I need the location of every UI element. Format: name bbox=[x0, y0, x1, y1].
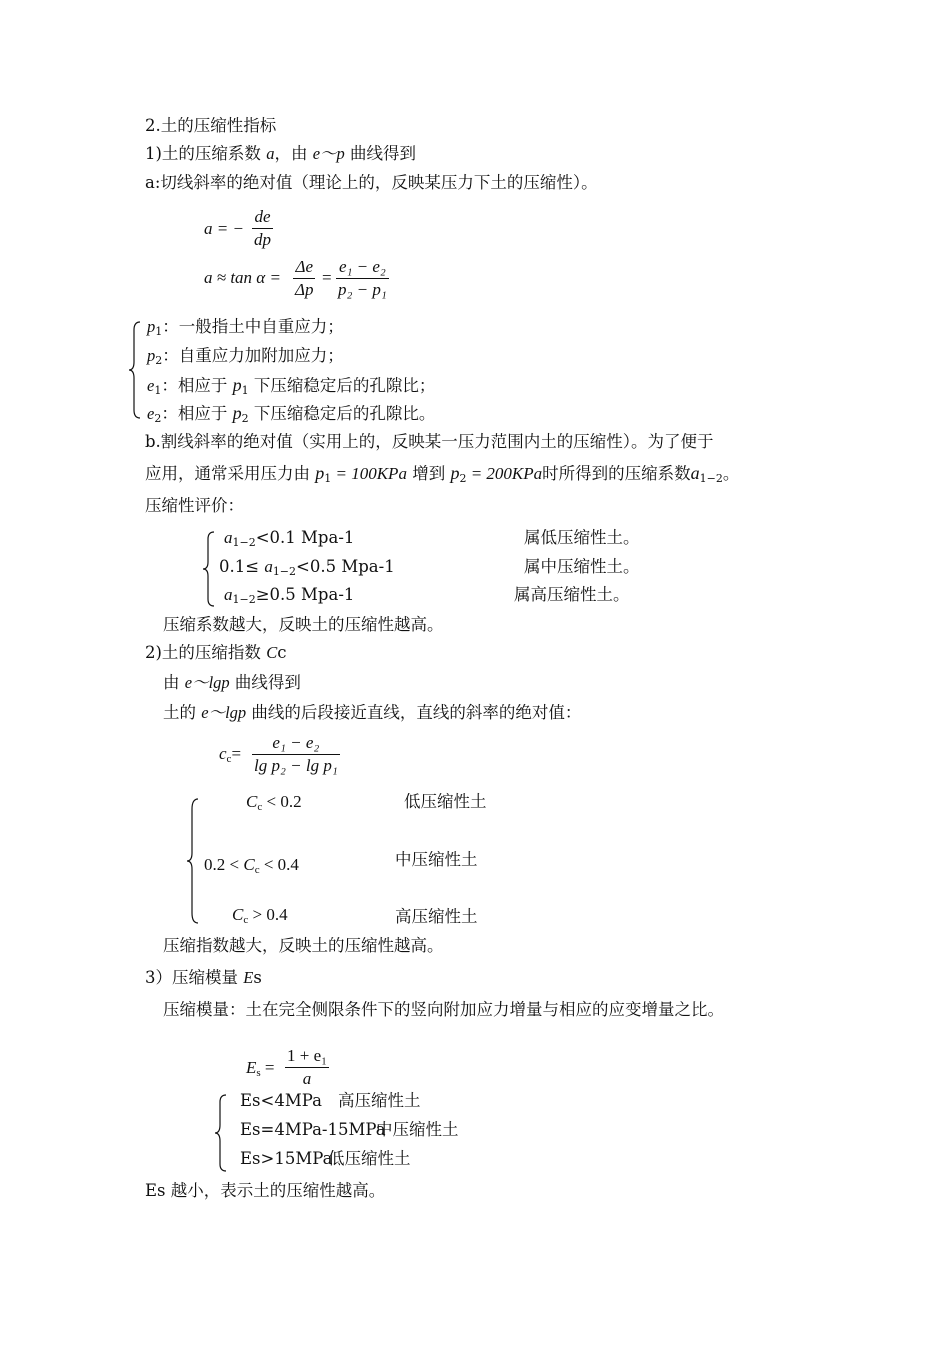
formula-approx-lhs: a ≈ tan α = bbox=[204, 268, 281, 287]
subsection-1-title: 1)土的压缩系数 a，由 e～p 曲线得到 bbox=[145, 144, 417, 163]
fraction-numerator: Δe bbox=[295, 257, 313, 276]
def-e2: $e_2$：相应于 $p_2$ 下压缩稳定后的孔隙比。 bbox=[147, 403, 436, 425]
formula-cc-frac bbox=[252, 732, 340, 777]
cc-eval-mid-class: 中压缩性土 bbox=[395, 850, 478, 869]
es-eval-high-class: 低压缩性土 bbox=[328, 1149, 411, 1168]
fraction-denominator: p₂ − p₁ bbox=[338, 280, 387, 299]
def-p1: $p_1$：一般指土中自重应力； bbox=[147, 317, 344, 338]
sec3-conclusion: Es 越小，表示土的压缩性越高。 bbox=[145, 1181, 386, 1200]
formula-a-lhs: a = − bbox=[204, 219, 244, 238]
fraction-numerator: e₁ − e₂ bbox=[272, 733, 320, 752]
formula-delta-frac bbox=[293, 256, 315, 301]
b-definition-line2: 应用，通常采用压力由 $p_1 = 100KPa$ 增到 $p_2 = 200KPa$时所得到的压缩系数$a_{1-2}$。 bbox=[145, 463, 740, 485]
sec2-from: 由 e～lgp 曲线得到 bbox=[163, 673, 301, 692]
left-brace bbox=[214, 1093, 228, 1173]
fraction-numerator: 1 + e₁ bbox=[287, 1046, 328, 1065]
left-brace bbox=[186, 797, 200, 925]
def-e1: $e_1$：相应于 $p_1$ 下压缩稳定后的孔隙比； bbox=[147, 375, 436, 397]
left-brace bbox=[128, 320, 142, 420]
sec2-conclusion: 压缩指数越大，反映土的压缩性越高。 bbox=[163, 936, 444, 955]
formula-cc-lhs: $c_c=$ bbox=[219, 744, 242, 765]
cc-eval-low-cond: $C_c < 0.2$ bbox=[246, 792, 302, 813]
eval-mid-class: 属中压缩性土。 bbox=[524, 557, 640, 576]
fraction-denominator: Δp bbox=[295, 280, 314, 299]
fraction-numerator: de bbox=[254, 207, 271, 226]
es-eval-low-class: 高压缩性土 bbox=[338, 1091, 421, 1110]
eval-mid-cond: $0.1\le a_{1-2}<0.5$ Mpa-1 bbox=[219, 557, 395, 578]
formula-de-dp bbox=[252, 206, 273, 251]
fraction-denominator: lg p₂ − lg p₁ bbox=[254, 756, 338, 775]
sec3-desc: 压缩模量：土在完全侧限条件下的竖向附加应力增量与相应的应变增量之比。 bbox=[163, 1000, 724, 1019]
es-eval-high-cond: Es>15MPa bbox=[240, 1149, 333, 1168]
es-eval-low-cond: Es<4MPa bbox=[240, 1091, 322, 1110]
eval-high-class: 属高压缩性土。 bbox=[514, 585, 630, 604]
formula-es-lhs: $E_s$ = bbox=[246, 1058, 275, 1079]
eval-low-cond: $a_{1-2}<0.1$ Mpa-1 bbox=[224, 528, 355, 549]
es-eval-mid-cond: Es=4MPa-15MPa bbox=[240, 1120, 386, 1139]
b-definition-line1: b.割线斜率的绝对值（实用上的，反映某一压力范围内土的压缩性）。为了便于 bbox=[145, 432, 714, 451]
cc-eval-high-class: 高压缩性土 bbox=[395, 907, 478, 926]
a-definition: a:切线斜率的绝对值（理论上的，反映某压力下土的压缩性）。 bbox=[145, 173, 598, 192]
formula-es-frac bbox=[285, 1045, 329, 1090]
formula-ratio-frac bbox=[336, 256, 389, 301]
section-heading: 2.土的压缩性指标 bbox=[145, 116, 277, 135]
subsection-2-title: 2)土的压缩指数 Cc bbox=[145, 643, 287, 662]
fraction-denominator: a bbox=[302, 1069, 312, 1088]
cc-eval-low-class: 低压缩性土 bbox=[404, 792, 487, 811]
eval-high-cond: $a_{1-2}\ge 0.5$ Mpa-1 bbox=[224, 585, 355, 606]
formula-equals: = bbox=[322, 268, 332, 287]
sec2-desc: 土的 e～lgp 曲线的后段接近直线，直线的斜率的绝对值： bbox=[163, 703, 582, 722]
cc-eval-mid-cond: $0.2 < C_c < 0.4$ bbox=[204, 855, 299, 876]
def-p2: $p_2$：自重应力加附加应力； bbox=[147, 346, 344, 367]
eval-low-class: 属低压缩性土。 bbox=[524, 528, 640, 547]
eval-title: 压缩性评价： bbox=[145, 496, 244, 515]
cc-eval-high-cond: $C_c > 0.4$ bbox=[232, 905, 288, 926]
left-brace bbox=[202, 530, 216, 608]
subsection-3-title: 3）压缩模量 Es bbox=[145, 968, 262, 987]
es-eval-mid-class: 中压缩性土 bbox=[376, 1120, 459, 1139]
fraction-numerator: e₁ − e₂ bbox=[338, 257, 386, 276]
sec1-conclusion: 压缩系数越大，反映土的压缩性越高。 bbox=[163, 615, 444, 634]
fraction-denominator: dp bbox=[254, 230, 271, 249]
